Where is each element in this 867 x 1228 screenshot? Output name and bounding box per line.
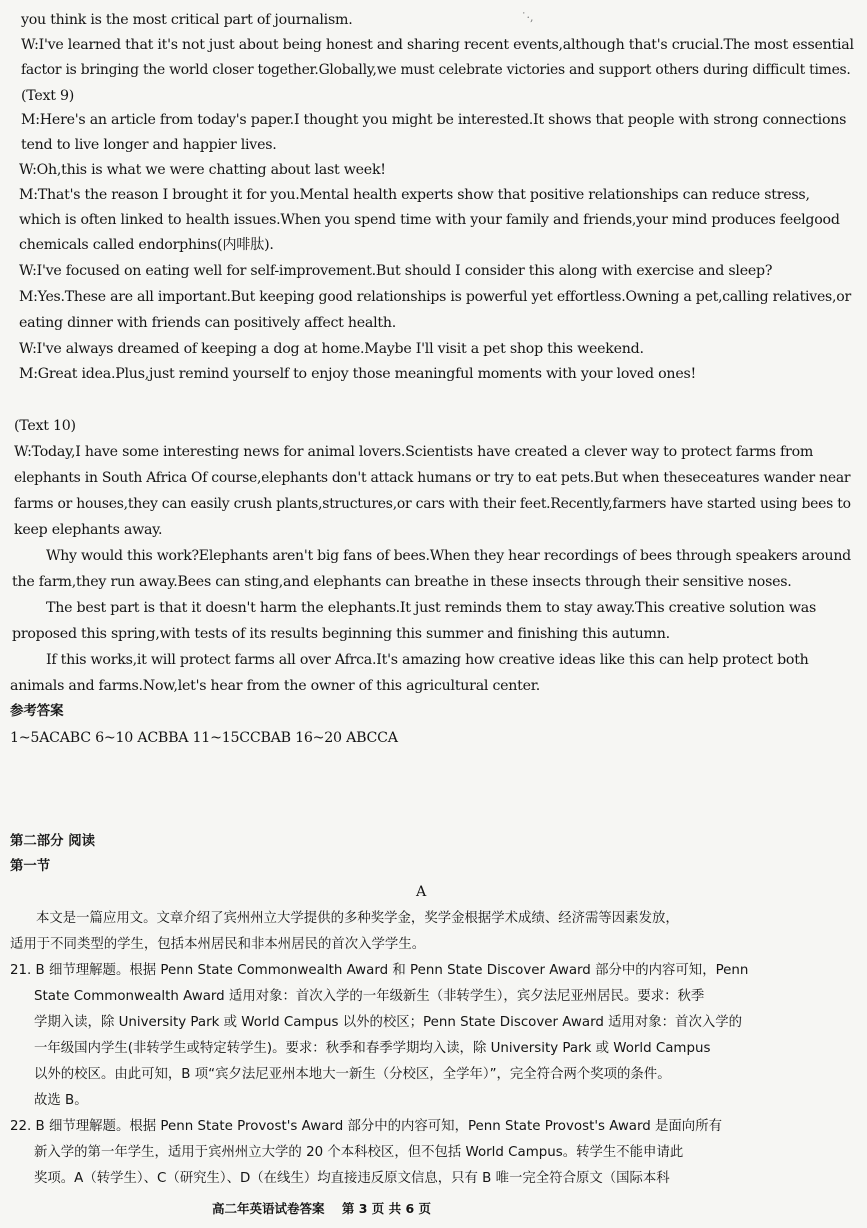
explanation-line: 以外的校区。由此可知，B 项“宾夕法尼亚州本地大一新生（分校区，全学年）”，完全符合两个奖项的条件。 [34,1067,671,1082]
answers-heading: 参考答案 [10,704,64,719]
transcript-line: tend to live longer and happier lives. [21,137,277,153]
section-title: 第一节 [10,859,51,874]
question-21-line: 21. B 细节理解题。根据 Penn State Commonwealth Award 和 Penn State Discover Award 部分中的内容可知，Penn [10,963,749,978]
transcript-line: which is often linked to health issues.When you spend time with your family and friends,your mind produces feelgood [19,212,840,228]
transcript-line: factor is bringing the world closer together.Globally,we must celebrate victories and support others during difficult times. [21,62,851,78]
transcript-line: If this works,it will protect farms all over Afrca.It's amazing how creative ideas like this can help protect both [46,652,809,668]
transcript-line: W:I've learned that it's not just about being honest and sharing recent events,although that's crucial.The most essential [21,37,854,53]
transcript-line: The best part is that it doesn't harm the elephants.It just reminds them to stay away.This creative solution was [46,600,816,616]
explanation-line: State Commonwealth Award 适用对象：首次入学的一年级新生（非转学生），宾夕法尼亚州居民。要求：秋季 [34,989,705,1004]
explanation-line: 适用于不同类型的学生，包括本州居民和非本州居民的首次入学学生。 [10,937,426,952]
transcript-line: animals and farms.Now,let's hear from the owner of this agricultural center. [10,678,541,694]
section-label-text9: (Text 9) [21,88,75,104]
passage-label: A [416,884,426,900]
transcript-line: chemicals called endorphins(内啡肽). [19,237,274,253]
answers-line: 1~5ACABC 6~10 ACBBA 11~15CCBAB 16~20 ABCCA [10,730,398,746]
transcript-line: farms or houses,they can easily crush plants,structures,or cars with their feet.Recently,farmers have started using bees to [14,496,851,512]
transcript-line: eating dinner with friends can positively affect health. [19,315,397,331]
explanation-line: 奖项。A（转学生）、C（研究生）、D（在线生）均直接违反原文信息，只有 B 唯一完全符合原文（国际本科 [34,1171,670,1186]
transcript-line: M:Great idea.Plus,just remind yourself to enjoy those meaningful moments with your loved ones! [19,366,696,382]
transcript-line: proposed this spring,with tests of its results beginning this summer and finishing this autumn. [12,626,670,642]
explanation-line: 故选 B。 [34,1093,88,1108]
explanation-line: 一年级国内学生(非转学生或特定转学生)。要求：秋季和春季学期均入读，除 University Park 或 World Campus [34,1041,711,1056]
transcript-line: keep elephants away. [14,522,163,538]
transcript-line: W:I've focused on eating well for self-improvement.But should I consider this along with exercise and sleep? [19,263,773,279]
transcript-line: W:Oh,this is what we were chatting about last week! [19,162,386,178]
document-page: ˙·, you think is the most critical part of journalism. W:I've learned that it's not just about being honest and sharing recent events,although that's crucial.The most essential factor is bringing the world closer together.Globally,we must celebrate victories and support others during difficult times. (Text 9) M:Here's an article from today's paper.I thought you might be interested.It shows that people with strong connections tend to live longer and happier lives. W:Oh,this is what we were chatting about last week! M:That's the reason I brought it for you.Mental health experts show that positive relationships can reduce stress, which is often linked to health issues.When you spend time with your family and friends,your mind produces feelgood chemicals called endorphins(内啡肽). W:I've focused on eating well for self-improvement.But should I consider this along with exercise and sleep? M:Yes.These are all important.But keeping good relationships is powerful yet effortless.Owning a pet,calling relatives,or eating dinner with friends can positively affect health. W:I've always dreamed of keeping a dog at home.Maybe I'll visit a pet shop this weekend. M:Great idea.Plus,just remind yourself to enjoy those meaningful moments with your loved ones! (Text 10) W:Today,I have some interesting news for animal lovers.Scientists have created a clever way to protect farms from elephants in South Africa Of course,elephants don't attack humans or try to eat pets.But when theseceatures wander near farms or houses,they can easily crush plants,structures,or cars with their feet.Recently,farmers have started using bees to keep elephants away. Why would this work?Elephants aren't big fans of bees.When they hear recordings of bees through speakers around the farm,they run away.Bees can sting,and elephants can breathe in these insects through their sensitive noses. The best part is that it doesn't harm the elephants.It just reminds them to stay away.This creative solution was proposed this spring,with tests of its results beginning this summer and finishing this autumn. If this works,it will protect farms all over Afrca.It's amazing how creative ideas like this can help protect both animals and farms.Now,let's hear from the owner of this agricultural center. 参考答案 1~5ACABC 6~10 ACBBA 11~15CCBAB 16~20 ABCCA 第二部分 阅读 第一节 A 本文是一篇应用文。文章介绍了宾州州立大学提供的多种奖学金，奖学金根据学术成绩、经济需等因素发放， 适用于不同类型的学生，包括本州居民和非本州居民的首次入学学生。 21. B 细节理解题。根据 Penn State Commonwealth Award 和 Penn State Discover Award 部分中的内容可知，Penn State Commonwealth Award 适用对象：首次入学的一年级新生（非转学生），宾夕法尼亚州居民。要求：秋季 学期入读，除 University Park 或 World Campus 以外的校区；Penn State Discover Award 适用对象：首次入学的 一年级国内学生(非转学生或特定转学生)。要求：秋季和春季学期均入读，除 University Park 或 World Campus 以外的校区。由此可知，B 项“宾夕法尼亚州本地大一新生（分校区，全学年）”，完全符合两个奖项的条件。 故选 B。 22. B 细节理解题。根据 Penn State Provost's Award 部分中的内容可知，Penn State Provost's Award 是面向所有 新入学的第一年学生，适用于宾州州立大学的 20 个本科校区，但不包括 World Campus。转学生不能申请此 奖项。A（转学生）、C（研究生）、D（在线生）均直接违反原文信息，只有 B 唯一完全符合原文（国际本科 高二年英语试卷答案 第 3 页 共 6 页 [10,11,854,1216]
explanation-line: 本文是一篇应用文。文章介绍了宾州州立大学提供的多种奖学金，奖学金根据学术成绩、经济需等因素发放， [36,911,679,926]
transcript-line: W:Today,I have some interesting news for animal lovers.Scientists have created a clever way to protect farms from [14,444,814,460]
page-footer: 高二年英语试卷答案 第 3 页 共 6 页 [212,1201,432,1216]
transcript-line: W:I've always dreamed of keeping a dog at home.Maybe I'll visit a pet shop this weekend. [19,341,644,357]
transcript-line: Why would this work?Elephants aren't big fans of bees.When they hear recordings of bees through speakers around [46,548,851,564]
part-title: 第二部分 阅读 [10,834,96,849]
transcript-line: elephants in South Africa Of course,elephants don't attack humans or try to eat pets.But when theseceatures wander near [14,470,851,486]
section-label-text10: (Text 10) [14,418,76,434]
explanation-line: 学期入读，除 University Park 或 World Campus 以外的校区；Penn State Discover Award 适用对象：首次入学的 [34,1015,742,1030]
transcript-line: you think is the most critical part of journalism. [21,12,353,28]
transcript-line: M:That's the reason I brought it for you.Mental health experts show that positive relationships can reduce stress, [19,187,810,203]
explanation-line: 新入学的第一年学生，适用于宾州州立大学的 20 个本科校区，但不包括 World Campus。转学生不能申请此 [34,1145,684,1160]
transcript-line: M:Here's an article from today's paper.I thought you might be interested.It shows that people with strong connections [21,112,847,128]
transcript-line: the farm,they run away.Bees can sting,and elephants can breathe in these insects through their sensitive noses. [12,574,792,590]
question-22-line: 22. B 细节理解题。根据 Penn State Provost's Award 部分中的内容可知，Penn State Provost's Award 是面向所有 [10,1119,722,1134]
transcript-line: M:Yes.These are all important.But keeping good relationships is powerful yet effortless.Owning a pet,calling relatives,or [19,289,851,305]
